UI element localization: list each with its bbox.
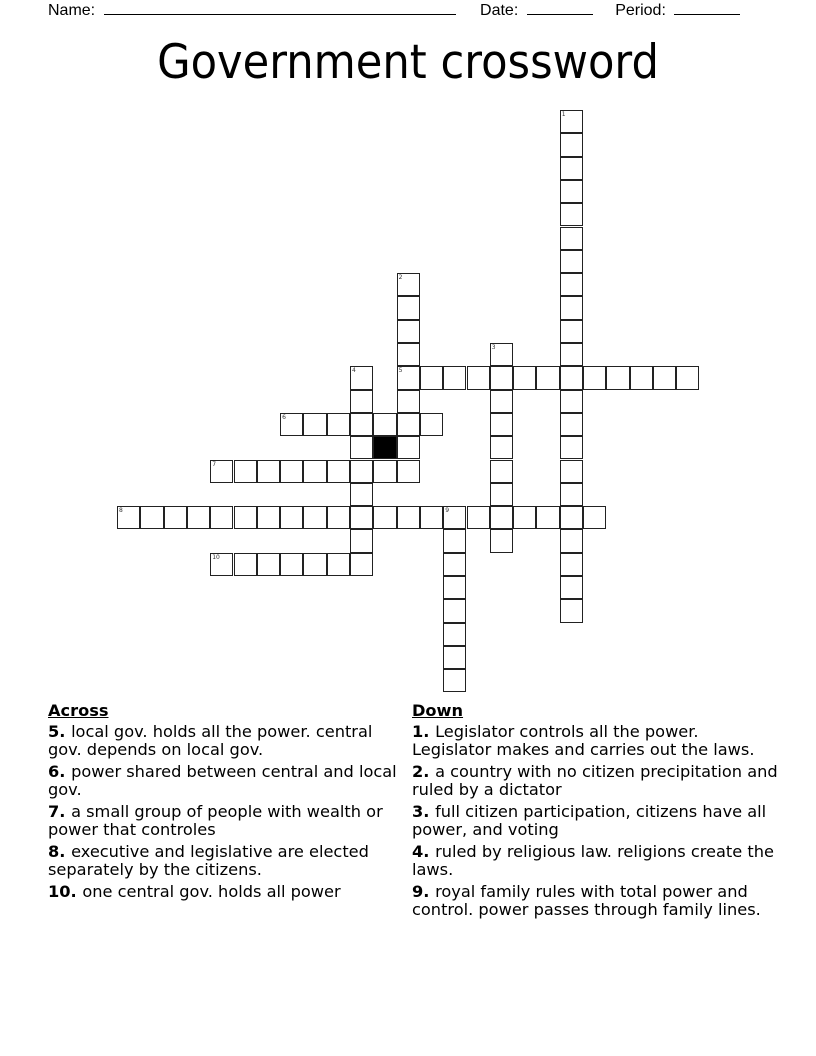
- grid-cell[interactable]: [560, 296, 583, 319]
- grid-cell[interactable]: [443, 553, 466, 576]
- grid-cell[interactable]: [327, 506, 350, 529]
- clue-number: 3: [491, 344, 496, 351]
- clue-text: executive and legislative are elected separately by the citizens.: [48, 842, 369, 879]
- clue-number: 4: [352, 367, 356, 375]
- clue-text: local gov. holds all the power. central gov. depends on local gov.: [48, 722, 373, 759]
- across-clues: [48, 702, 400, 905]
- grid-cell[interactable]: [117, 506, 140, 529]
- down-clues: [412, 702, 782, 923]
- clue-text: power shared between central and local gov.: [48, 762, 397, 799]
- clue-text: ruled by religious law. religions create the laws.: [412, 842, 774, 879]
- grid-cell[interactable]: [350, 529, 373, 552]
- grid-cell[interactable]: [443, 506, 466, 529]
- grid-cell[interactable]: [443, 623, 466, 646]
- grid-cell[interactable]: [560, 180, 583, 203]
- grid-cell[interactable]: [560, 133, 583, 156]
- across-clue: [48, 763, 400, 799]
- grid-cell[interactable]: [234, 506, 257, 529]
- clue-text: a small group of people with wealth or power that controles: [48, 802, 383, 839]
- clue-number: 9.: [412, 882, 436, 901]
- clue-number: 1: [561, 111, 566, 118]
- clue-number: 7: [212, 460, 217, 468]
- black-cell: [373, 436, 396, 459]
- grid-cell[interactable]: [560, 436, 583, 459]
- grid-cell[interactable]: [560, 250, 583, 273]
- clue-number: 8.: [48, 842, 72, 861]
- grid-cell[interactable]: [257, 460, 280, 483]
- grid-cell[interactable]: [560, 553, 583, 576]
- clue-number: 7.: [48, 802, 72, 821]
- clue-number: 1.: [412, 722, 436, 741]
- clue-number: 3.: [412, 802, 436, 821]
- grid-cell[interactable]: [373, 413, 396, 436]
- grid-cell[interactable]: [443, 669, 466, 692]
- grid-cell[interactable]: [606, 366, 629, 389]
- grid-cell[interactable]: [560, 157, 583, 180]
- grid-cell[interactable]: [490, 529, 513, 552]
- down-heading: Down: [412, 701, 464, 720]
- clue-number: 10.: [48, 882, 83, 901]
- grid-cell[interactable]: [397, 296, 420, 319]
- grid-cell[interactable]: [140, 506, 163, 529]
- clue-number: 10: [212, 553, 220, 561]
- clue-number: 6: [282, 413, 286, 421]
- grid-cell[interactable]: [443, 576, 466, 599]
- grid-cell[interactable]: [560, 483, 583, 506]
- name-label: Name:: [48, 2, 96, 19]
- grid-cell[interactable]: [280, 553, 303, 576]
- grid-cell[interactable]: [397, 273, 420, 296]
- grid-cell[interactable]: [420, 506, 443, 529]
- grid-cell[interactable]: [280, 413, 303, 436]
- grid-cell[interactable]: [443, 599, 466, 622]
- clue-number: 6.: [48, 762, 72, 781]
- clue-text: a country with no citizen precipitation and ruled by a dictator: [412, 762, 778, 799]
- grid-cell[interactable]: [397, 320, 420, 343]
- grid-cell[interactable]: [350, 390, 373, 413]
- grid-cell[interactable]: [397, 366, 420, 389]
- grid-cell[interactable]: [303, 460, 326, 483]
- grid-cell[interactable]: [490, 460, 513, 483]
- grid-cell[interactable]: [350, 553, 373, 576]
- grid-cell[interactable]: [350, 413, 373, 436]
- grid-cell[interactable]: [187, 506, 210, 529]
- grid-cell[interactable]: [420, 366, 443, 389]
- clue-number: 5: [398, 367, 403, 375]
- grid-cell[interactable]: [490, 390, 513, 413]
- grid-cell[interactable]: [560, 576, 583, 599]
- down-clue: [412, 883, 782, 919]
- down-clue: [412, 763, 782, 799]
- grid-cell[interactable]: [630, 366, 653, 389]
- grid-cell[interactable]: [420, 413, 443, 436]
- grid-cell[interactable]: [560, 110, 583, 133]
- grid-cell[interactable]: [676, 366, 699, 389]
- date-label: Date:: [480, 2, 519, 19]
- grid-cell[interactable]: [397, 343, 420, 366]
- grid-cell[interactable]: [560, 413, 583, 436]
- grid-cell[interactable]: [560, 460, 583, 483]
- grid-cell[interactable]: [257, 506, 280, 529]
- across-clue: [48, 723, 400, 759]
- grid-cell[interactable]: [443, 646, 466, 669]
- down-clue: [412, 803, 782, 839]
- grid-cell[interactable]: [164, 506, 187, 529]
- clue-number: 2: [398, 274, 403, 282]
- grid-cell[interactable]: [280, 460, 303, 483]
- grid-cell[interactable]: [327, 460, 350, 483]
- grid-cell[interactable]: [490, 366, 513, 389]
- clue-text: Legislator controls all the power. Legislator makes and carries out the laws.: [412, 722, 755, 759]
- grid-cell[interactable]: [443, 529, 466, 552]
- grid-cell[interactable]: [350, 506, 373, 529]
- grid-cell[interactable]: [560, 599, 583, 622]
- grid-cell[interactable]: [210, 553, 233, 576]
- grid-cell[interactable]: [350, 460, 373, 483]
- grid-cell[interactable]: [467, 506, 490, 529]
- grid-cell[interactable]: [490, 343, 513, 366]
- clue-text: full citizen participation, citizens have all power, and voting: [412, 802, 767, 839]
- grid-cell[interactable]: [560, 320, 583, 343]
- grid-cell[interactable]: [490, 413, 513, 436]
- period-label: Period:: [615, 2, 666, 19]
- grid-cell[interactable]: [373, 460, 396, 483]
- grid-cell[interactable]: [560, 390, 583, 413]
- grid-cell[interactable]: [397, 413, 420, 436]
- grid-cell[interactable]: [397, 390, 420, 413]
- grid-cell[interactable]: [303, 553, 326, 576]
- clue-number: 9: [445, 507, 450, 515]
- grid-cell[interactable]: [560, 203, 583, 226]
- clue-number: 4.: [412, 842, 436, 861]
- grid-cell[interactable]: [210, 460, 233, 483]
- grid-cell[interactable]: [560, 529, 583, 552]
- grid-cell[interactable]: [560, 366, 583, 389]
- grid-cell[interactable]: [257, 553, 280, 576]
- grid-cell[interactable]: [280, 506, 303, 529]
- down-clue: [412, 843, 782, 879]
- grid-cell[interactable]: [490, 436, 513, 459]
- grid-cell[interactable]: [490, 483, 513, 506]
- grid-cell[interactable]: [653, 366, 676, 389]
- grid-cell[interactable]: [443, 366, 466, 389]
- grid-cell[interactable]: [560, 506, 583, 529]
- across-clue: [48, 843, 400, 879]
- grid-cell[interactable]: [560, 273, 583, 296]
- grid-cell[interactable]: [327, 413, 350, 436]
- across-clue: [48, 803, 400, 839]
- grid-cell[interactable]: [373, 506, 396, 529]
- grid-cell[interactable]: [397, 436, 420, 459]
- across-heading: Across: [48, 701, 109, 720]
- grid-cell[interactable]: [536, 506, 559, 529]
- clue-text: one central gov. holds all power: [82, 882, 341, 901]
- grid-cell[interactable]: [490, 506, 513, 529]
- grid-cell[interactable]: [350, 483, 373, 506]
- grid-cell[interactable]: [234, 553, 257, 576]
- grid-cell[interactable]: [327, 553, 350, 576]
- page-title: Government crossword: [157, 35, 659, 90]
- grid-cell[interactable]: [513, 366, 536, 389]
- grid-cell[interactable]: [234, 460, 257, 483]
- grid-cell[interactable]: [560, 227, 583, 250]
- grid-cell[interactable]: [583, 366, 606, 389]
- clue-number: 2.: [412, 762, 436, 781]
- grid-cell[interactable]: [583, 506, 606, 529]
- down-clue: [412, 723, 782, 759]
- grid-cell[interactable]: [210, 506, 233, 529]
- grid-cell[interactable]: [350, 436, 373, 459]
- grid-cell[interactable]: [467, 366, 490, 389]
- grid-cell[interactable]: [513, 506, 536, 529]
- clue-text: royal family rules with total power and control. power passes through family lines.: [412, 882, 761, 919]
- clue-number: 5.: [48, 722, 72, 741]
- across-clue: [48, 883, 400, 901]
- grid-cell[interactable]: [350, 366, 373, 389]
- grid-cell[interactable]: [536, 366, 559, 389]
- grid-cell[interactable]: [560, 343, 583, 366]
- clue-number: 8: [119, 507, 123, 515]
- grid-cell[interactable]: [303, 506, 326, 529]
- grid-cell[interactable]: [397, 506, 420, 529]
- grid-cell[interactable]: [397, 460, 420, 483]
- grid-cell[interactable]: [303, 413, 326, 436]
